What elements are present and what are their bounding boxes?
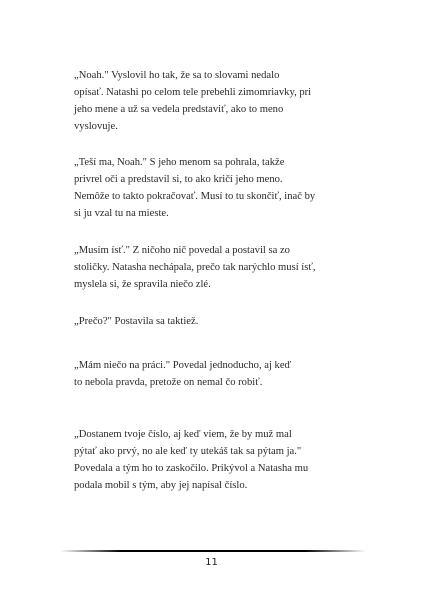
text-line: to nebola pravda, pretože on nemal čo robiť. bbox=[74, 377, 263, 388]
paragraph-5 bbox=[74, 357, 374, 391]
footer-divider bbox=[60, 550, 366, 552]
paragraph-3 bbox=[74, 242, 374, 293]
text-line: si ju vzal tu na mieste. bbox=[74, 208, 169, 219]
text-line: vyslovuje. bbox=[74, 121, 118, 132]
paragraph-6 bbox=[74, 426, 374, 494]
text-line: jeho mene a už sa vedela predstaviť, ako to meno bbox=[74, 104, 284, 115]
text-line: „Noah." Vyslovil ho tak, že sa to slovami nedalo bbox=[74, 70, 280, 81]
text-line: „Musím ísť." Z ničoho nič povedal a postavil sa zo bbox=[74, 245, 290, 256]
text-line: stoličky. Natasha nechápala, prečo tak narýchlo musí ísť, bbox=[74, 262, 316, 273]
text-line: „Teší ma, Noah." S jeho menom sa pohrala, takže bbox=[74, 157, 285, 168]
text-line: „Prečo?" Postavila sa taktiež. bbox=[74, 316, 199, 327]
text-line: pýtať ako prvý, no ale keď ty utekáš tak sa pýtam ja." bbox=[74, 446, 302, 457]
text-line: myslela si, že spravila niečo zlé. bbox=[74, 279, 211, 290]
text-line: „Mám niečo na práci." Povedal jednoducho, aj keď bbox=[74, 360, 292, 371]
paragraph-4 bbox=[74, 313, 374, 330]
text-line: Povedala a tým ho to zaskočilo. Prikývol a Natasha mu bbox=[74, 463, 309, 474]
text-line: podala mobil s tým, aby jej napísal číslo. bbox=[74, 480, 248, 491]
page-number: 11 bbox=[205, 557, 218, 568]
text-line: privrel oči a predstavil si, to ako kričí jeho meno. bbox=[74, 174, 283, 185]
paragraph-1 bbox=[74, 67, 374, 135]
text-line: opísať. Natashi po celom tele prebehli zimomriavky, pri bbox=[74, 87, 312, 98]
paragraph-2 bbox=[74, 154, 374, 222]
text-line: „Dostanem tvoje číslo, aj keď viem, že by muž mal bbox=[74, 429, 292, 440]
text-line: Nemôže to takto pokračovať. Musí to tu skončiť, inač by bbox=[74, 191, 316, 202]
